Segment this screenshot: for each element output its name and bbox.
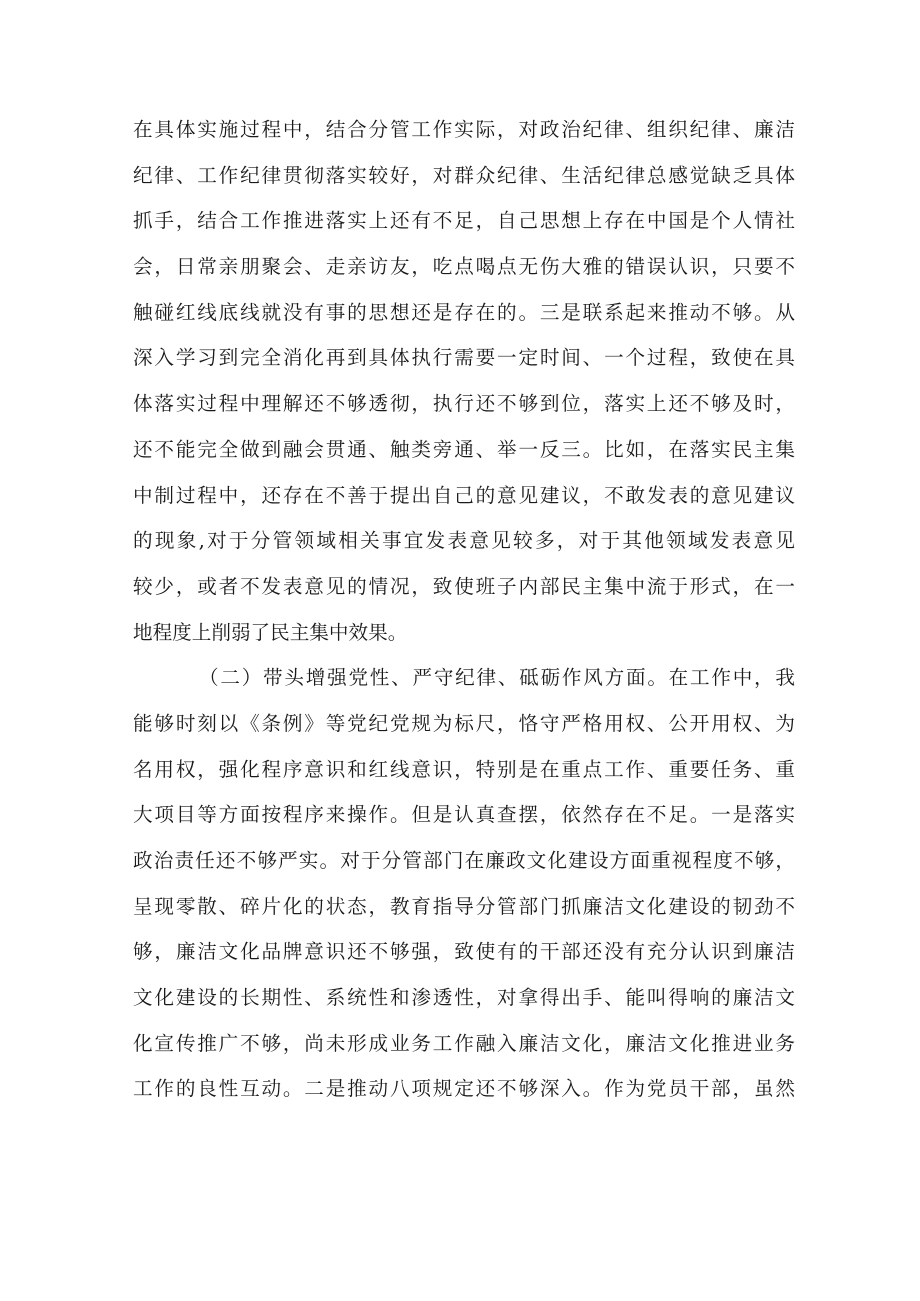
text-line: 够，廉洁文化品牌意识还不够强，致使有的干部还没有充分认识到廉洁	[133, 940, 795, 964]
text-line: 纪律、工作纪律贯彻落实较好，对群众纪律、生活纪律总感觉缺乏具体	[133, 163, 795, 187]
text-line: 中制过程中，还存在不善于提出自己的意见建议，不敢发表的意见建议	[133, 483, 795, 507]
text-line: （二）带头增强党性、严守纪律、砥砺作风方面。在工作中，我	[199, 666, 795, 690]
text-line: 深入学习到完全消化再到具体执行需要一定时间、一个过程，致使在具	[133, 346, 795, 370]
text-line: 在具体实施过程中，结合分管工作实际，对政治纪律、组织纪律、廉洁	[133, 118, 795, 141]
text-line: 的现象,对于分管领域相关事宜发表意见较多，对于其他领域发表意见	[133, 529, 795, 553]
text-line: 化宣传推广不够，尚未形成业务工作融入廉洁文化，廉洁文化推进业务	[133, 1031, 795, 1055]
paragraph-1	[133, 107, 795, 655]
paragraph-2	[133, 655, 795, 1112]
text-line: 名用权，强化程序意识和红线意识，特别是在重点工作、重要任务、重	[133, 757, 795, 781]
text-line: 体落实过程中理解还不够透彻，执行还不够到位，落实上还不够及时，	[133, 392, 795, 416]
text-line: 能够时刻以《条例》等党纪党规为标尺，恪守严格用权、公开用权、为	[133, 711, 795, 735]
text-line: 大项目等方面按程序来操作。但是认真查摆，依然存在不足。一是落实	[133, 803, 795, 827]
text-line: 抓手，结合工作推进落实上还有不足，自己思想上存在中国是个人情社	[133, 209, 795, 233]
text-line: 政治责任还不够严实。对于分管部门在廉政文化建设方面重视程度不够，	[133, 849, 795, 872]
text-line: 呈现零散、碎片化的状态，教育指导分管部门抓廉洁文化建设的韧劲不	[133, 894, 795, 918]
body-text	[133, 107, 795, 1112]
text-line: 工作的良性互动。二是推动八项规定还不够深入。作为党员干部，虽然	[133, 1077, 795, 1101]
text-line: 地程度上削弱了民主集中效果。	[133, 620, 408, 644]
text-line: 较少，或者不发表意见的情况，致使班子内部民主集中流于形式，在一	[133, 574, 795, 598]
text-line: 会，日常亲朋聚会、走亲访友，吃点喝点无伤大雅的错误认识，只要不	[133, 255, 795, 279]
text-line: 还不能完全做到融会贯通、触类旁通、举一反三。比如，在落实民主集	[133, 437, 795, 461]
text-line: 文化建设的长期性、系统性和渗透性，对拿得出手、能叫得响的廉洁文	[133, 986, 795, 1010]
text-line: 触碰红线底线就没有事的思想还是存在的。三是联系起来推动不够。从	[133, 300, 795, 324]
